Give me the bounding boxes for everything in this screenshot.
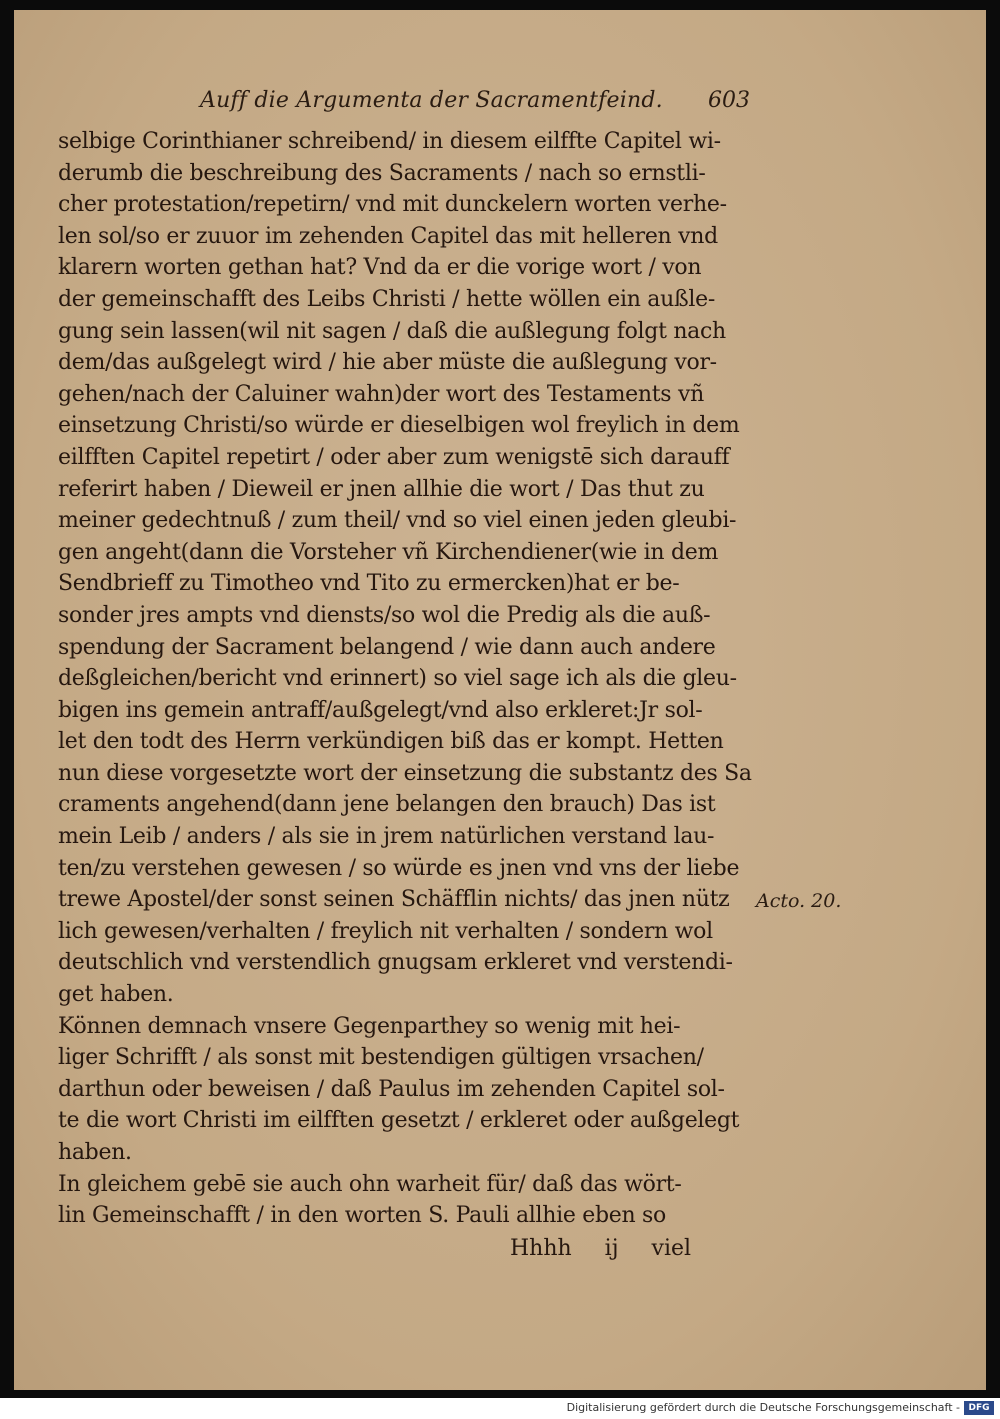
text-line: craments angehend(dann jene belangen den brauch) Das ist [58,792,716,818]
text-line: mein Leib / anders / als sie in jrem natürlichen verstand lau- [58,824,715,850]
funding-credit: Digitalisierung gefördert durch die Deutsche Forschungsgemeinschaft - [566,1401,960,1414]
text-line: sonder jres ampts vnd diensts/so wol die Predig als die auß- [58,602,711,628]
text-line: gehen/nach der Caluiner wahn)der wort des Testaments vñ [58,381,704,407]
page-number: 603 [708,88,750,113]
text-line: der gemeinschafft des Leibs Christi / hette wöllen ein außle- [58,286,715,312]
text-line: gen angeht(dann die Vorsteher vñ Kirchendiener(wie in dem [58,539,719,565]
text-line: spendung der Sacrament belangend / wie dann auch andere [58,634,716,660]
text-line: darthun oder beweisen / daß Paulus im zehenden Capitel sol- [58,1076,725,1102]
text-line: lich gewesen/verhalten / freylich nit verhalten / sondern wol [58,918,713,944]
text-line: einsetzung Christi/so würde er dieselbigen wol freylich in dem [58,413,740,439]
text-line: dem/das außgelegt wird / hie aber müste die außlegung vor- [58,350,717,376]
text-line: ten/zu verstehen gewesen / so würde es jnen vnd vns der liebe [58,855,740,881]
footer-bar [0,1398,1000,1419]
text-line: trewe Apostel/der sonst seinen Schäfflin nichts/ das jnen nütz [58,887,730,913]
signature-catchword: Hhhh ij viel [510,1236,692,1261]
dfg-logo-icon: DFG [964,1401,994,1415]
text-line: referirt haben / Dieweil er jnen allhie die wort / Das thut zu [58,476,705,502]
text-line: selbige Corinthianer schreibend/ in diesem eilffte Capitel wi- [58,129,721,154]
book-page [14,10,986,1390]
text-line: cher protestation/repetirn/ vnd mit dunckelern worten verhe- [58,192,727,218]
text-line: bigen ins gemein antraff/außgelegt/vnd also erkleret:Jr sol- [58,697,703,723]
text-line: gung sein lassen(wil nit sagen / daß die außlegung folgt nach [58,318,726,344]
text-line: eilfften Capitel repetirt / oder aber zum wenigstē sich darauff [58,444,730,470]
marginal-note: Acto. 20. [756,890,842,912]
text-line: len sol/so er zuuor im zehenden Capitel das mit helleren vnd [58,223,718,249]
body-text [58,126,788,1232]
text-line: meiner gedechtnuß / zum theil/ vnd so viel einen jeden gleubi- [58,508,737,534]
text-line: deßgleichen/bericht vnd erinnert) so viel sage ich als die gleu- [58,666,737,692]
text-line: get haben. [58,982,174,1008]
running-head: Auff die Argumenta der Sacramentfeind. [200,88,663,113]
page-header [14,88,986,124]
text-line: Sendbrieff zu Timotheo vnd Tito zu ermercken)hat er be- [58,571,680,597]
text-line: liger Schrifft / als sonst mit bestendigen gültigen vrsachen/ [58,1045,704,1071]
text-line: te die wort Christi im eilfften gesetzt / erkleret oder außgelegt [58,1108,740,1134]
text-line: In gleichem gebē sie auch ohn warheit für/ daß das wört- [58,1171,682,1197]
text-line: lin Gemeinschafft / in den worten S. Pauli allhie eben so [58,1203,666,1229]
text-line: nun diese vorgesetzte wort der einsetzung die substantz des Sa [58,760,752,786]
text-line: haben. [58,1140,132,1165]
text-line: klarern worten gethan hat? Vnd da er die vorige wort / von [58,255,702,281]
text-line: let den todt des Herrn verkündigen biß das er kompt. Hetten [58,729,724,755]
text-line: Können demnach vnsere Gegenparthey so wenig mit hei- [58,1013,681,1039]
text-line: derumb die beschreibung des Sacraments / nach so ernstli- [58,160,706,186]
text-line: deutschlich vnd verstendlich gnugsam erkleret vnd verstendi- [58,950,733,976]
